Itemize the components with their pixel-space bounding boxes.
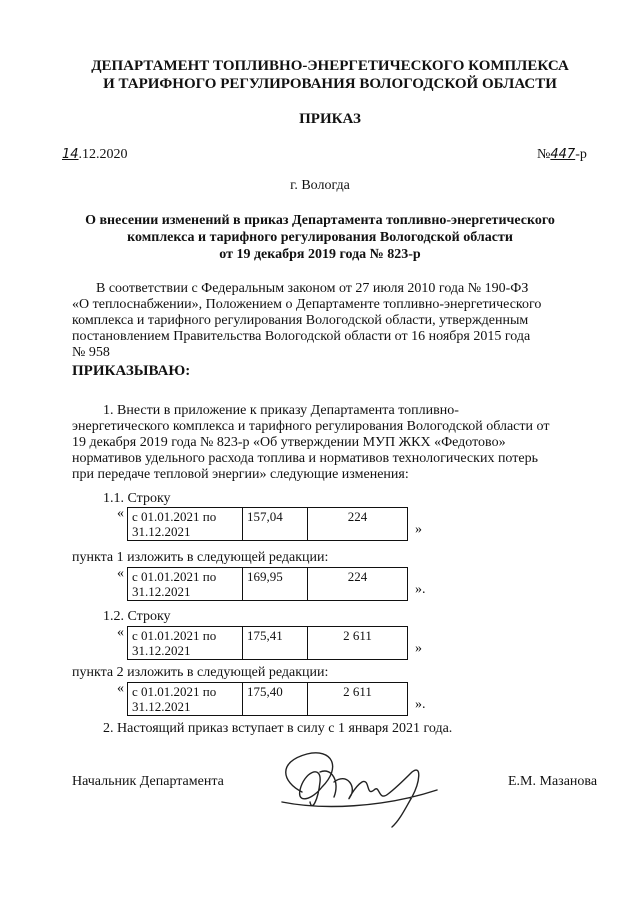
quote-open: « bbox=[117, 681, 124, 696]
sub2-new-row-table bbox=[127, 682, 408, 716]
table-row bbox=[128, 508, 408, 541]
quote-close-dot: ». bbox=[415, 697, 426, 712]
number-handwritten: 447 bbox=[550, 147, 576, 162]
subject-line3: от 19 декабря 2019 года № 823-р bbox=[219, 247, 421, 262]
period-cell: с 01.01.2021 по 31.12.2021 bbox=[128, 508, 243, 541]
period-cell: с 01.01.2021 по 31.12.2021 bbox=[128, 627, 243, 660]
sub2-label: 1.2. Строку bbox=[103, 609, 171, 624]
order-word: ПРИКАЗЫВАЮ: bbox=[72, 363, 191, 379]
sub1-replace-text: пункта 1 изложить в следующей редакции: bbox=[72, 550, 329, 565]
preamble-line2: «О теплоснабжении», Положением о Департаменте топливно-энергетического bbox=[72, 297, 542, 312]
signatory-position: Начальник Департамента bbox=[72, 774, 224, 789]
value1-cell: 169,95 bbox=[243, 568, 308, 601]
sub1-label: 1.1. Строку bbox=[103, 491, 171, 506]
quote-open: « bbox=[117, 625, 124, 640]
table-row bbox=[128, 627, 408, 660]
subject-line1: О внесении изменений в приказ Департамента топливно-энергетического bbox=[85, 213, 555, 228]
period-cell: с 01.01.2021 по 31.12.2021 bbox=[128, 568, 243, 601]
signatory-name: Е.М. Мазанова bbox=[508, 774, 598, 789]
preamble-line4: постановлением Правительства Вологодской области от 16 ноября 2015 года bbox=[72, 329, 531, 344]
order-number bbox=[537, 147, 587, 162]
value2-cell: 224 bbox=[308, 508, 408, 541]
handwritten-signature bbox=[262, 742, 462, 832]
quote-open: « bbox=[117, 566, 124, 581]
quote-close: » bbox=[415, 522, 422, 537]
item1-line5: при передаче тепловой энергии» следующие изменения: bbox=[72, 467, 409, 482]
order-date bbox=[62, 147, 128, 162]
value2-cell: 2 611 bbox=[308, 627, 408, 660]
preamble-line1: В соответствии с Федеральным законом от 27 июля 2010 года № 190-ФЗ bbox=[96, 281, 529, 296]
item2-text: 2. Настоящий приказ вступает в силу с 1 января 2021 года. bbox=[103, 721, 453, 736]
city: г. Вологда bbox=[290, 178, 350, 193]
period-cell: с 01.01.2021 по 31.12.2021 bbox=[128, 683, 243, 716]
date-day-handwritten: 14 bbox=[62, 147, 79, 162]
value1-cell: 157,04 bbox=[243, 508, 308, 541]
quote-close-dot: ». bbox=[415, 582, 426, 597]
value1-cell: 175,40 bbox=[243, 683, 308, 716]
number-suffix: -р bbox=[575, 147, 587, 162]
item1-line3: 19 декабря 2019 года № 823-р «Об утверждении МУП ЖКХ «Федотово» bbox=[72, 435, 506, 450]
sub2-old-row-table bbox=[127, 626, 408, 660]
item1-line2: энергетического комплекса и тарифного регулирования Вологодской области от bbox=[72, 419, 550, 434]
value1-cell: 175,41 bbox=[243, 627, 308, 660]
subject-line2: комплекса и тарифного регулирования Вологодской области bbox=[127, 230, 513, 245]
value2-cell: 224 bbox=[308, 568, 408, 601]
item1-line4: нормативов удельного расхода топлива и нормативов технологических потерь bbox=[72, 451, 538, 466]
sub1-new-row-table bbox=[127, 567, 408, 601]
value2-cell: 2 611 bbox=[308, 683, 408, 716]
preamble-line3: комплекса и тарифного регулирования Вологодской области, утвержденным bbox=[72, 313, 529, 328]
quote-close: » bbox=[415, 641, 422, 656]
item1-line1: 1. Внести в приложение к приказу Департамента топливно- bbox=[103, 403, 459, 418]
sub2-replace-text: пункта 2 изложить в следующей редакции: bbox=[72, 665, 329, 680]
number-prefix: № bbox=[537, 147, 551, 162]
table-row bbox=[128, 568, 408, 601]
date-rest: .12.2020 bbox=[78, 147, 128, 162]
table-row bbox=[128, 683, 408, 716]
quote-open: « bbox=[117, 506, 124, 521]
doc-type-title: ПРИКАЗ bbox=[299, 111, 361, 127]
org-name-line1: ДЕПАРТАМЕНТ ТОПЛИВНО-ЭНЕРГЕТИЧЕСКОГО КОМПЛЕКСА bbox=[91, 58, 569, 74]
preamble-line5: № 958 bbox=[72, 345, 110, 360]
sub1-old-row-table bbox=[127, 507, 408, 541]
org-name-line2: И ТАРИФНОГО РЕГУЛИРОВАНИЯ ВОЛОГОДСКОЙ ОБЛАСТИ bbox=[103, 76, 557, 92]
